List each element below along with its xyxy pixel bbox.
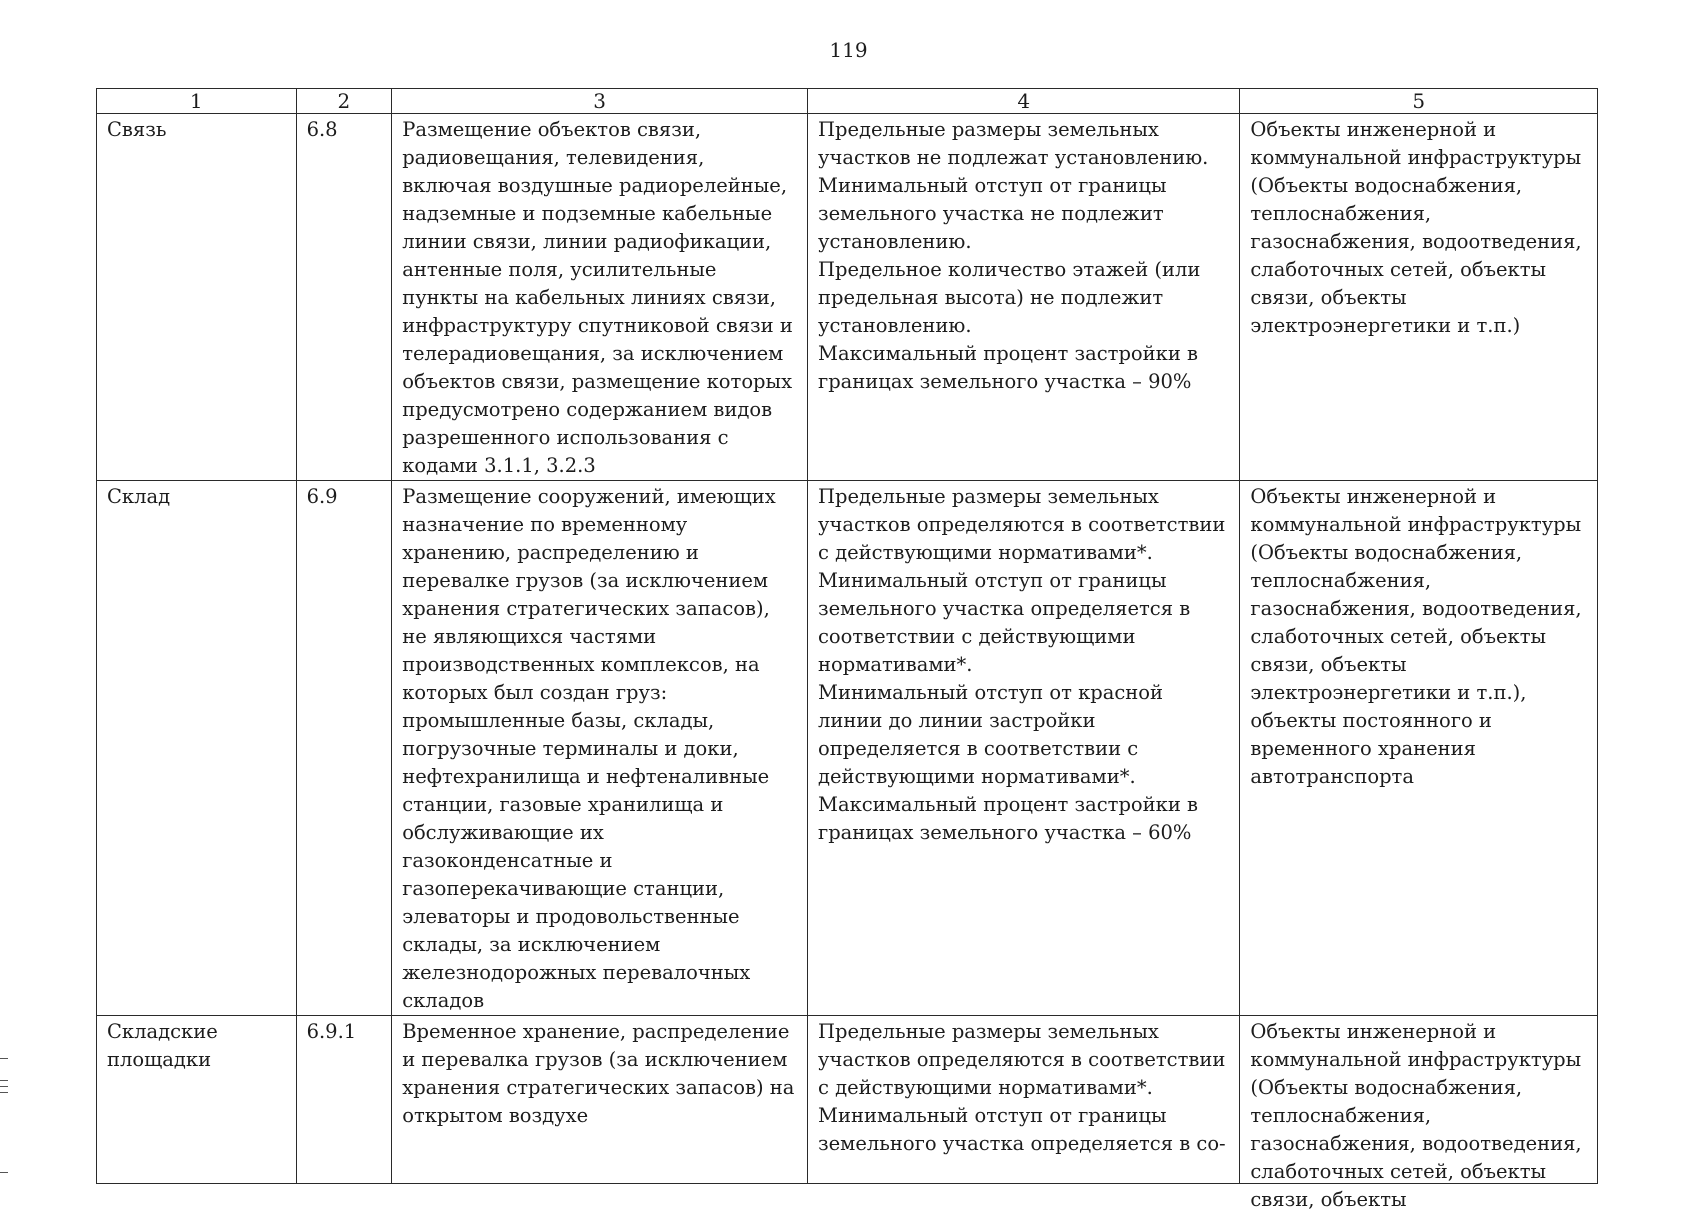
parameters-cell: [807, 481, 1239, 1016]
header-row: [97, 89, 1598, 114]
use-code-cell: 6.9: [296, 481, 392, 1016]
parameters-cell: [807, 1016, 1239, 1184]
infrastructure-clip: Объекты инженерной и коммунальной инфраструктуры (Объекты водоснабжения, теплоснабжения, газоснабжения, водоотведения, слаботочных сетей, объекты связи, объекты: [1250, 1020, 1582, 1211]
use-name-cell: Склад: [97, 481, 297, 1016]
margin-mark: [0, 1058, 8, 1059]
table-row: [97, 481, 1598, 1016]
use-description-cell: Размещение сооружений, имеющих назначение по временному хранению, распределению и перевалке грузов (за исключением хранения стратегических запасов), не являющихся частями производственных комплексов, на которых был создан груз: промышленные базы, склады, погрузочные терминалы и доки, нефтехранилища и нефтеналивные станции, газовые хранилища и обслуживающие их газоконденсатные и газоперекачивающие станции, элеваторы и продовольственные склады, за исключением железнодорожных перевалочных складов: [392, 481, 808, 1016]
parameter-text: Предельные размеры земельных участков определяются в соответствии с действующими нормативами*.: [817, 485, 1226, 564]
parameter-text: Минимальный отступ от красной линии до линии застройки определяется в соответствии с действующими нормативами*.: [817, 681, 1164, 788]
use-description-cell: Размещение объектов связи, радиовещания, телевидения, включая воздушные радиорелейные, надземные и подземные кабельные линии связи, линии радиофикации, антенные поля, усилительные пункты на кабельных линиях связи, инфраструктуру спутниковой связи и телерадиовещания, за исключением объектов связи, размещение которых предусмотрено содержанием видов разрешенного использования с кодами 3.1.1, 3.2.3: [392, 114, 808, 481]
margin-mark: [0, 1092, 8, 1093]
parameter-text: Предельное количество этажей (или предельная высота) не подлежит установлению.: [817, 258, 1201, 337]
use-code-cell: 6.8: [296, 114, 392, 481]
infrastructure-cell: Объекты инженерной и коммунальной инфраструктуры (Объекты водоснабжения, теплоснабжения, газоснабжения, водоотведения, слаботочных сетей, объекты связи, объекты электроэнергетики и т.п.), объекты постоянного и временного хранения автотранспорта: [1240, 481, 1598, 1016]
use-code-cell: 6.9.1: [296, 1016, 392, 1184]
page-number: 119: [829, 38, 868, 62]
parameter-text: Максимальный процент застройки в границах земельного участка – 60%: [817, 793, 1199, 844]
parameter-text: Минимальный отступ от границы земельного участка определяется в соответствии с действующими нормативами*.: [817, 569, 1191, 676]
parameter-text: Минимальный отступ от границы земельного участка не подлежит установлению.: [817, 174, 1167, 253]
margin-mark: [0, 1086, 8, 1087]
column-header-1: 1: [97, 89, 297, 114]
table-row: [97, 1016, 1598, 1184]
parameter-text: Минимальный отступ от границы земельного участка определяется в со-: [817, 1104, 1226, 1155]
parameter-text: Максимальный процент застройки в границах земельного участка – 90%: [817, 342, 1199, 393]
use-name-cell: Складские площадки: [97, 1016, 297, 1184]
column-header-4: 4: [807, 89, 1239, 114]
parameters-cell: [807, 114, 1239, 481]
use-name-cell: Связь: [97, 114, 297, 481]
infrastructure-cell: [1240, 1016, 1598, 1211]
margin-mark: [0, 1172, 8, 1173]
land-use-table: [96, 88, 1598, 1211]
use-description-cell: Временное хранение, распределение и перевалка грузов (за исключением хранения стратегических запасов) на открытом воздухе: [392, 1016, 808, 1184]
column-header-3: 3: [392, 89, 808, 114]
infrastructure-cell: Объекты инженерной и коммунальной инфраструктуры (Объекты водоснабжения, теплоснабжения, газоснабжения, водоотведения, слаботочных сетей, объекты связи, объекты электроэнергетики и т.п.): [1240, 114, 1598, 481]
table-row: [97, 114, 1598, 481]
column-header-2: 2: [296, 89, 392, 114]
margin-mark: [0, 1080, 8, 1081]
parameters-clip: [818, 1018, 1229, 1158]
parameter-text: Предельные размеры земельных участков определяются в соответствии с действующими нормативами*.: [817, 1020, 1226, 1099]
column-header-5: 5: [1240, 89, 1598, 114]
parameter-text: Предельные размеры земельных участков не подлежат установлению.: [817, 118, 1209, 169]
